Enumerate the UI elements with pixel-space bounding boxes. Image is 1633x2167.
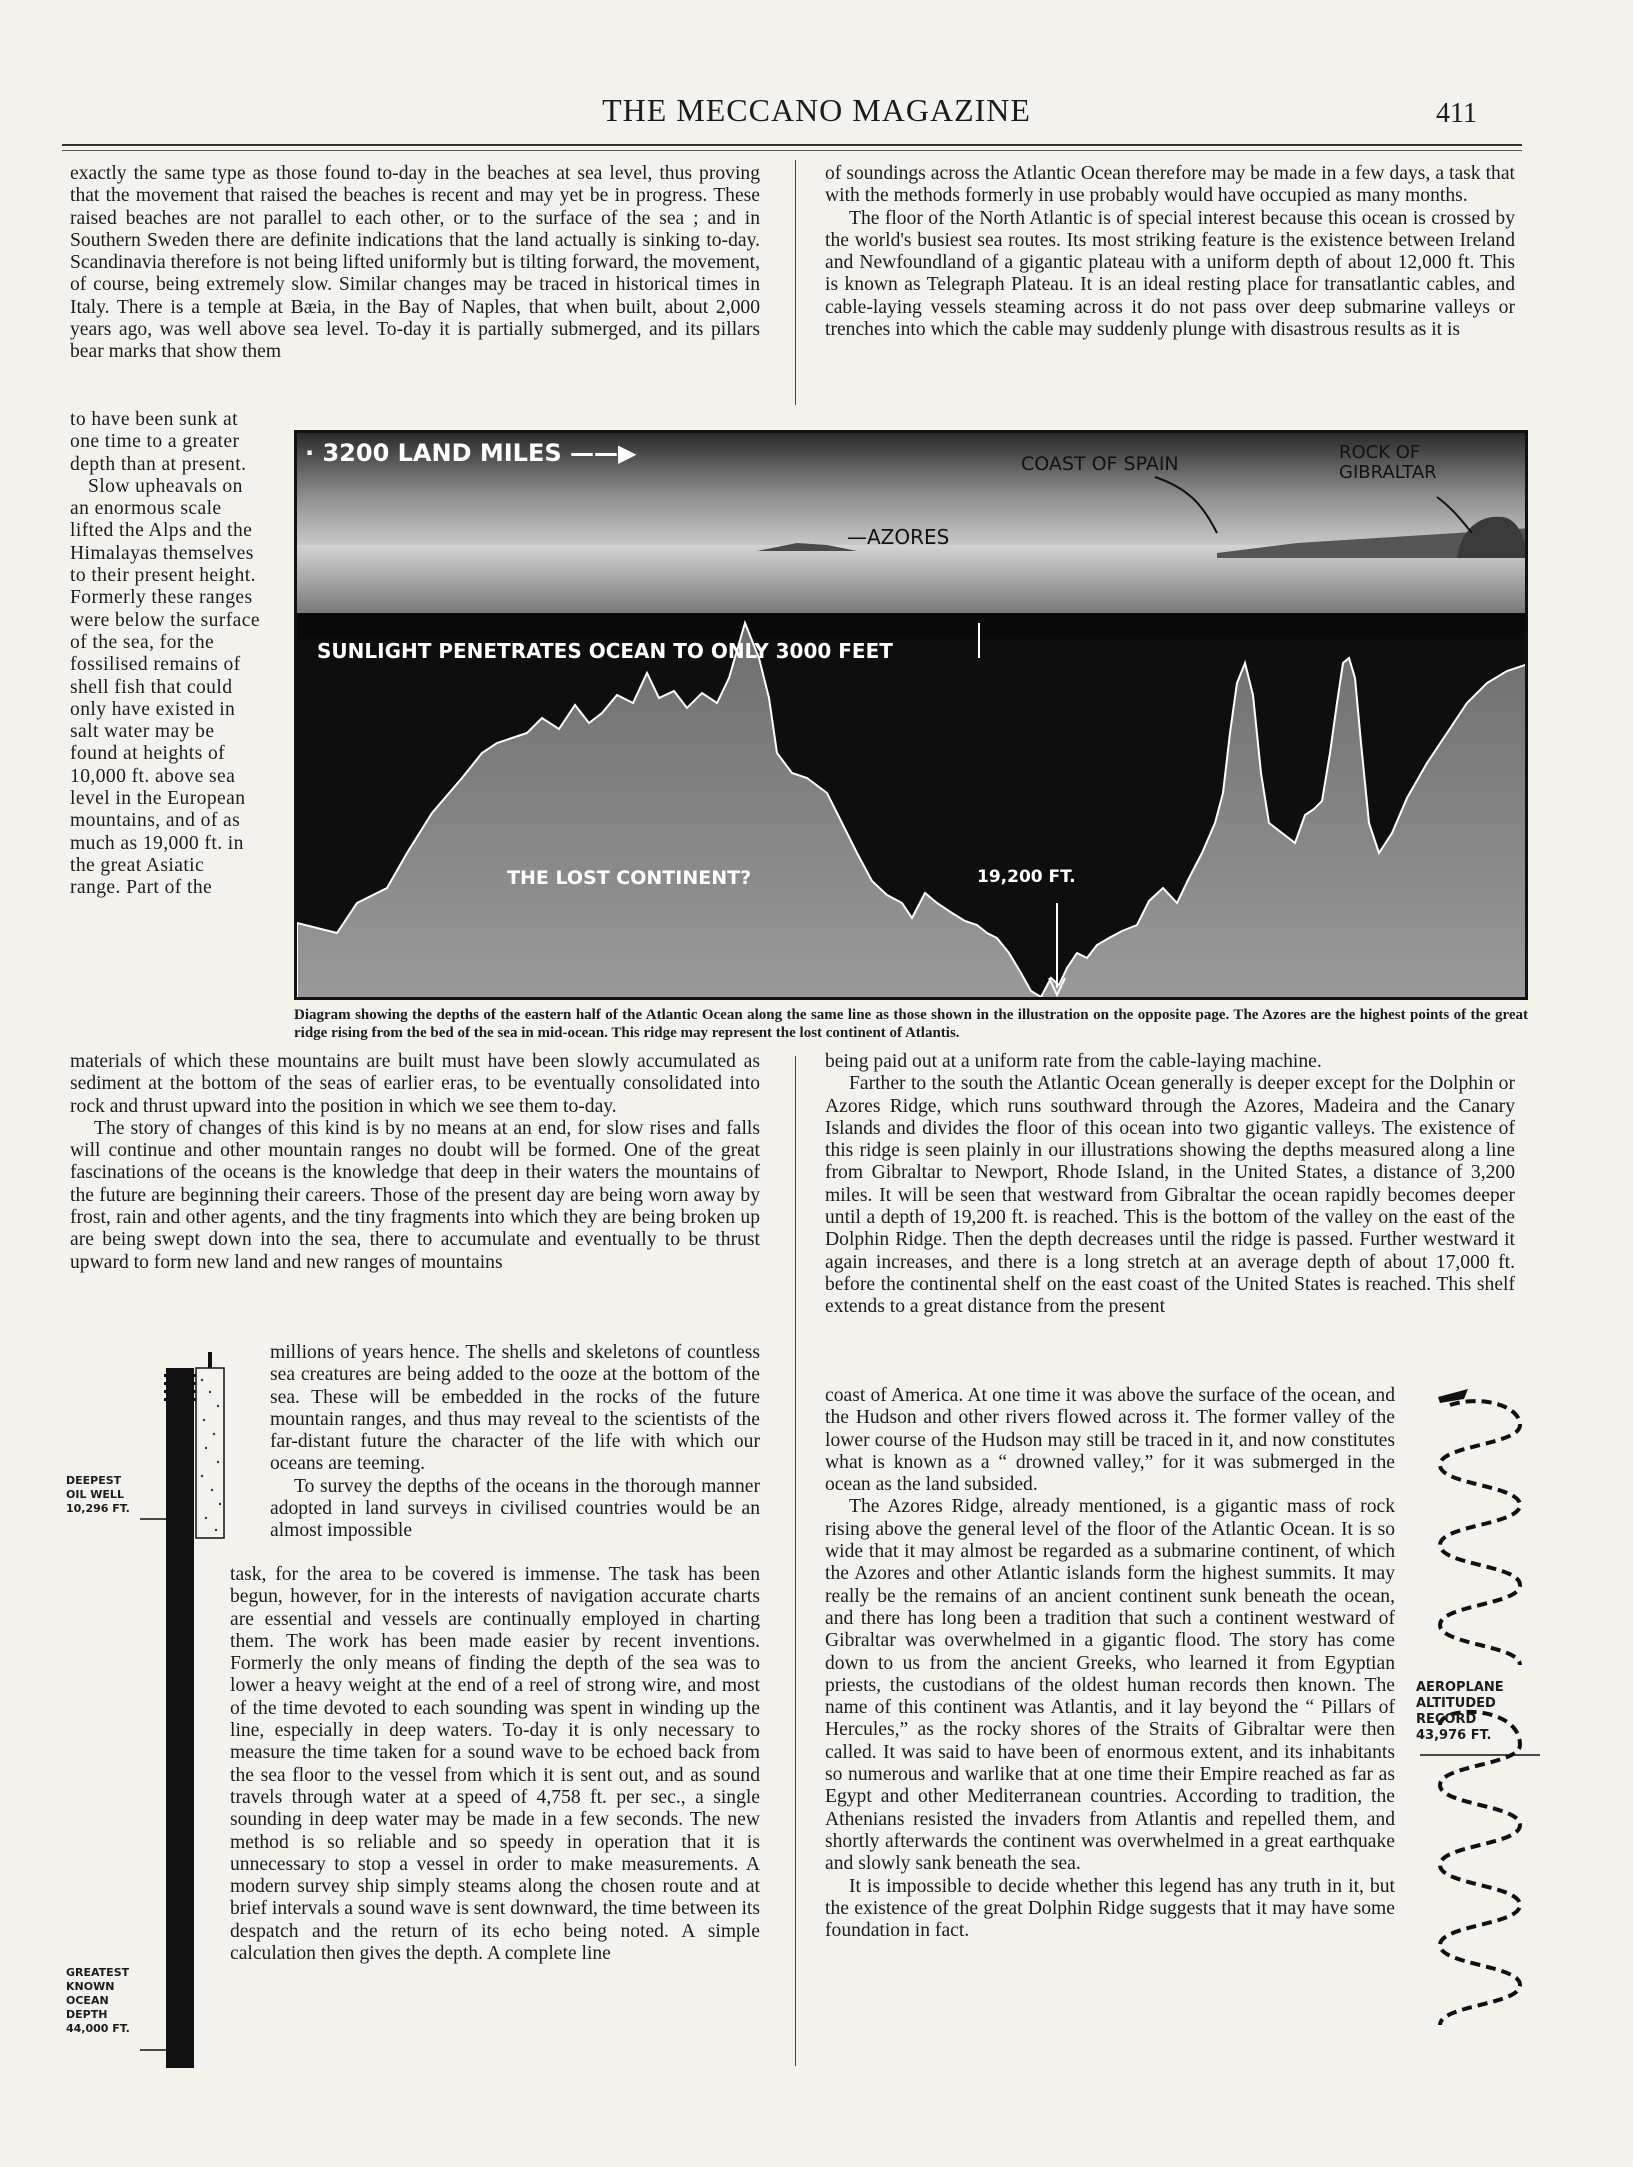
left-story-continued: millions of years hence. The shells and skeletons of countless sea creatures are being added to the ooze at the bottom of the sea. These will be embedded in the rocks of the future mountain ranges, and thus may reveal to the scientists of the far-distant future the character of the life with which our oceans are teeming. To survey the depths of the oceans in the thorough manner adopted in land surveys in civilised countries would be an almost impossible	[270, 1342, 760, 1542]
right-narrow-text: coast of America. At one time it was above the surface of the ocean, and the Hudson and other rivers flowed across it. The former valley of the lower course of the Hudson may still be traced in it, and now constitutes what is known as a “ drowned valley,” for it was submerged in the ocean as the land subsided. The Azores Ridge, already mentioned, is a gigantic mass of rock rising above the general level of the floor of the Atlantic Ocean. It is so wide that it may almost be regarded as a submarine continent, of which the Azores and other Atlantic islands form the highest summits. It may really be the remains of an ancient continent sunk beneath the ocean, and there has long been a tradition that such a continent westward of Gibraltar was overwhelmed in a gigantic flood. The story has come down to us from the ancient Greeks, who learned it from Egyptian priests, the custodians of the oldest human records then known. The name of this continent was Atlantis, and it lay beyond the “ Pillars of Hercules,” as the rocky shores of the Straits of Gibraltar were then called. It was said to have been of enormous extent, and its inhabitants so numerous and warlike that at one time their Empire reached as far as Egypt and other Mediterranean countries. According to tradition, the Athenians resisted the invaders from Atlantis and repelled them, and shortly afterwards the continent was overwhelmed in a great earthquake and slowly sank beneath the sea. It is impossible to decide whether this legend has any truth in it, but the existence of the great Dolphin Ridge suggests that it may have some foundation in fact.	[825, 1385, 1395, 1942]
label-greatest-ocean-depth: GREATEST KNOWN OCEAN DEPTH 44,000 FT.	[66, 1966, 130, 2035]
header-rule-thin	[62, 150, 1522, 151]
ocean-floor-profile	[297, 623, 1528, 1000]
ocean-depth-bar	[166, 1368, 194, 2068]
label-coast-of-spain: COAST OF SPAIN	[1021, 453, 1179, 475]
column-divider-bottom	[795, 1056, 796, 2066]
page-title: THE MECCANO MAGAZINE	[602, 92, 1031, 128]
right-lower-text: being paid out at a uniform rate from the cable-laying machine. Farther to the south the Atlantic Ocean generally is deeper except for the Dolphin or Azores Ridge, which runs southward through the Azores, Madeira and the Canary Islands and divides the floor of this ocean into two gigantic valleys. The existence of this ridge is seen plainly in our illustrations showing the depths measured along a line from Gibraltar to Newport, Rhode Island, in the United States, a distance of 3,200 miles. It will be seen that westward from Gibraltar the ocean rapidly becomes deeper until a depth of 19,200 ft. is reached. This is the bottom of the valley on the east of the Dolphin Ridge. Then the depth decreases until the ridge is passed. Further westward it again increases, and there is a long stretch at an average depth of about 17,000 ft. before the continental shelf on the east coast of the United States is reached. This shelf extends to a great distance from the present	[825, 1051, 1515, 1318]
label-aeroplane-altitude: AEROPLANE ALTITUDED RECORD 43,976 FT.	[1416, 1680, 1504, 1743]
left-continuation: materials of which these mountains are built must have been slowly accumulated as sediment at the bottom of the seas of earlier eras, to be eventually consolidated into rock and thrust upward into the position in which we see them to-day. The story of changes of this kind is by no means at an end, for slow rises and falls will continue and other mountain ranges no doubt will be formed. One of the great fascinations of the oceans is the knowledge that deep in their waters the mountains of the future are beginning their careers. Those of the present day are being worn away by frost, rain and other agents, and the tiny fragments into which they are being broken up are being swept down into the sea, there to accumulate and eventually to be thrust upward to form new land and new ranges of mountains	[70, 1051, 760, 1273]
label-lost-continent: THE LOST CONTINENT?	[507, 867, 752, 889]
header-rule	[62, 144, 1522, 146]
derrick-icon	[208, 1352, 212, 1368]
label-azores: —AZORES	[847, 525, 950, 549]
label-deepest-oil-well: DEEPEST OIL WELL 10,296 FT.	[66, 1474, 130, 1515]
label-depth-19200: 19,200 FT.	[977, 867, 1076, 887]
oil-well-column	[196, 1368, 224, 1538]
page-number: 411	[1436, 98, 1477, 129]
label-sunlight: SUNLIGHT PENETRATES OCEAN TO ONLY 3000 FEET	[317, 639, 893, 663]
figure-caption: Diagram showing the depths of the eastern half of the Atlantic Ocean along the same line as those shown in the illustration on the opposite page. The Azores are the highest points of the great ridge rising from the bed of the sea in mid-ocean. This ridge may represent the lost continent of Atlantis.	[294, 1007, 1528, 1041]
column-divider-top	[795, 160, 796, 405]
label-land-miles: · 3200 LAND MILES ——▶	[305, 439, 637, 467]
sunlight-band	[297, 613, 1528, 639]
atlantic-depth-diagram	[294, 430, 1528, 1000]
label-rock-of-gibraltar: ROCK OF GIBRALTAR	[1339, 442, 1437, 483]
left-narrow-text: to have been sunk at one time to a greater depth than at present. Slow upheavals on an enormous scale lifted the Alps and the Himalayas themselves to their present height. Formerly these ranges were below the surface of the sea, for the fossilised remains of shell fish that could only have existed in salt water may be found at heights of 10,000 ft. above sea level in the European mountains, and of as much as 19,000 ft. in the great Asiatic range. Part of the	[70, 409, 260, 899]
left-intro: exactly the same type as those found to-day in the beaches at sea level, thus proving that the movement that raised the beaches is recent and may yet be in progress. These raised beaches are not parallel to each other, or to the surface of the sea ; and in Southern Sweden there are definite indications that the land actually is sinking to-day. Scandinavia therefore is not being lifted uniformly but is tilting forward, the movement, of course, being extremely slow. Similar changes may be traced in historical times in Italy. There is a temple at Bæia, in the Bay of Naples, that when built, about 2,000 years ago, was well above sea level. To-day it is partially submerged, and its pillars bear marks that show them	[70, 163, 760, 363]
depth-gauge	[140, 1350, 250, 2070]
diagram-art	[297, 433, 1528, 1000]
aeroplane-icon	[1438, 1389, 1468, 1403]
left-survey-text: task, for the area to be covered is immense. The task has been begun, however, for in the interests of navigation accurate charts are essential and vessels are continually employed in charting them. The work has been made easier by recent inventions. Formerly the only means of finding the depth of the sea was to lower a heavy weight at the end of a reel of strong wire, and most of the time devoted to each sounding was spent in winding up the line, especially in deep waters. To-day it is only necessary to measure the time taken for a sound wave to be echoed back from the sea floor to the vessel from which it is sent out, and as sound travels through water at a speed of 4,758 ft. per sec., a single sounding in deep water may be made in a few seconds. The new method is so reliable and so speedy in operation that it is unnecessary to stop a vessel in order to make measurements. A modern survey ship simply steams along the chosen route and at brief intervals a sound wave is sent downward, the time between its despatch and the return of its echo being noted. A simple calculation then gives the depth. A complete line	[230, 1564, 760, 1965]
right-top-text: of soundings across the Atlantic Ocean therefore may be made in a few days, a task that with the methods formerly in use probably would have occupied as many months. The floor of the North Atlantic is of special interest because this ocean is crossed by the world's busiest sea routes. Its most striking feature is the existence between Ireland and Newfoundland of a gigantic plateau with a uniform depth of about 12,000 ft. This is known as Telegraph Plateau. It is an ideal resting place for transatlantic cables, and cable-laying vessels steaming across it do not pass over deep submarine valleys or trenches into which the cable may suddenly plunge with disastrous results as it is	[825, 163, 1515, 341]
